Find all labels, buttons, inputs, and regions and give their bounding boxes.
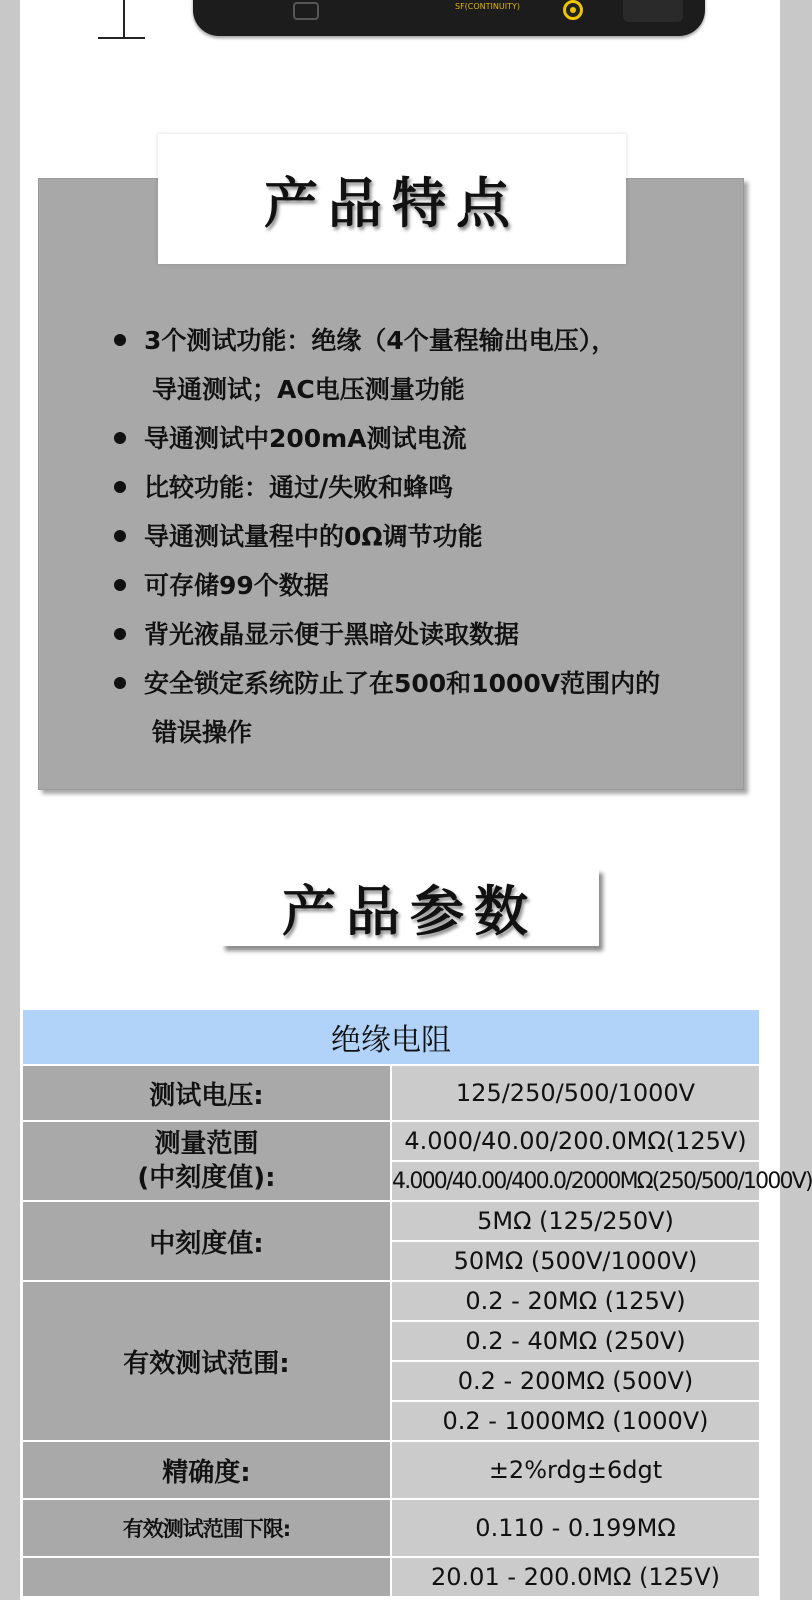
feature-text: 3个测试功能：绝缘（4个量程输出电压）， [144,326,617,355]
accuracy-value: ±2%rdg±6dgt [391,1441,760,1499]
table-row [22,1557,760,1597]
feature-item [90,414,730,463]
range-label-line1: 测量范围 [154,1129,259,1159]
feature-text: 导通测试量程中的0Ω调节功能 [144,522,483,551]
dimension-line-vertical [123,0,125,38]
feature-item [90,316,730,414]
params-table [21,1008,812,1598]
effective-range-value: 0.2 - 20MΩ (125V) [391,1281,760,1321]
params-title-box [221,868,599,946]
bullet-icon [114,579,126,591]
device-jack [293,2,319,20]
device-label: SF(CONTINUITY) [455,2,521,11]
feature-item [90,463,730,512]
table-row [22,1201,760,1241]
mid-scale-label: 中刻度值: [22,1201,391,1281]
table-header: 绝缘电阻 [22,1009,760,1065]
table-row [22,1499,760,1557]
table-row [22,1281,760,1321]
feature-text: 可存储99个数据 [144,571,329,600]
features-title: 产品特点 [264,171,520,235]
table-row [22,1441,760,1499]
feature-text: 比较功能：通过/失败和蜂鸣 [144,473,454,502]
table-header-row [22,1009,760,1065]
effective-range-value: 0.2 - 40MΩ (250V) [391,1321,760,1361]
dimension-line-horizontal [98,37,145,39]
feature-text: 背光液晶显示便于黑暗处读取数据 [144,620,520,649]
test-voltage-value: 125/250/500/1000V [391,1065,760,1121]
feature-text: 安全锁定系统防止了在500和1000V范围内的 [144,669,661,698]
mid-scale-value: 50MΩ (500V/1000V) [391,1241,760,1281]
lower-limit-label: 有效测试范围下限: [22,1499,391,1557]
last-row-value: 20.01 - 200.0MΩ (125V) [391,1557,760,1597]
feature-item [90,659,730,757]
table-row [22,1065,760,1121]
effective-range-value: 0.2 - 200MΩ (500V) [391,1361,760,1401]
device-image [193,0,705,36]
lower-limit-value: 0.110 - 0.199MΩ [391,1499,760,1557]
features-list [90,316,730,757]
mid-scale-value: 5MΩ (125/250V) [391,1201,760,1241]
feature-item [90,512,730,561]
features-title-box [158,134,626,264]
range-value: 4.000/40.00/400.0/2000MΩ(250/500/1000V) [391,1161,760,1201]
range-label [22,1121,391,1201]
bullet-icon [114,628,126,640]
bullet-icon [114,530,126,542]
feature-text: 导通测试中200mA测试电流 [144,424,467,453]
device-port [623,0,683,22]
accuracy-label: 精确度: [22,1441,391,1499]
bullet-icon [114,334,126,346]
test-voltage-label: 测试电压: [22,1065,391,1121]
effective-range-value: 0.2 - 1000MΩ (1000V) [391,1401,760,1441]
device-knob-icon [563,0,583,20]
last-row-label [22,1557,391,1597]
params-title: 产品参数 [282,879,538,943]
table-row [22,1121,760,1161]
feature-item [90,561,730,610]
feature-item [90,610,730,659]
feature-text-continued: 错误操作 [152,718,253,747]
bullet-icon [114,481,126,493]
bullet-icon [114,677,126,689]
range-label-line2: (中刻度值): [137,1163,276,1193]
range-value: 4.000/40.00/200.0MΩ(125V) [391,1121,760,1161]
effective-range-label: 有效测试范围: [22,1281,391,1441]
bullet-icon [114,432,126,444]
feature-text-continued: 导通测试；AC电压测量功能 [152,375,465,404]
